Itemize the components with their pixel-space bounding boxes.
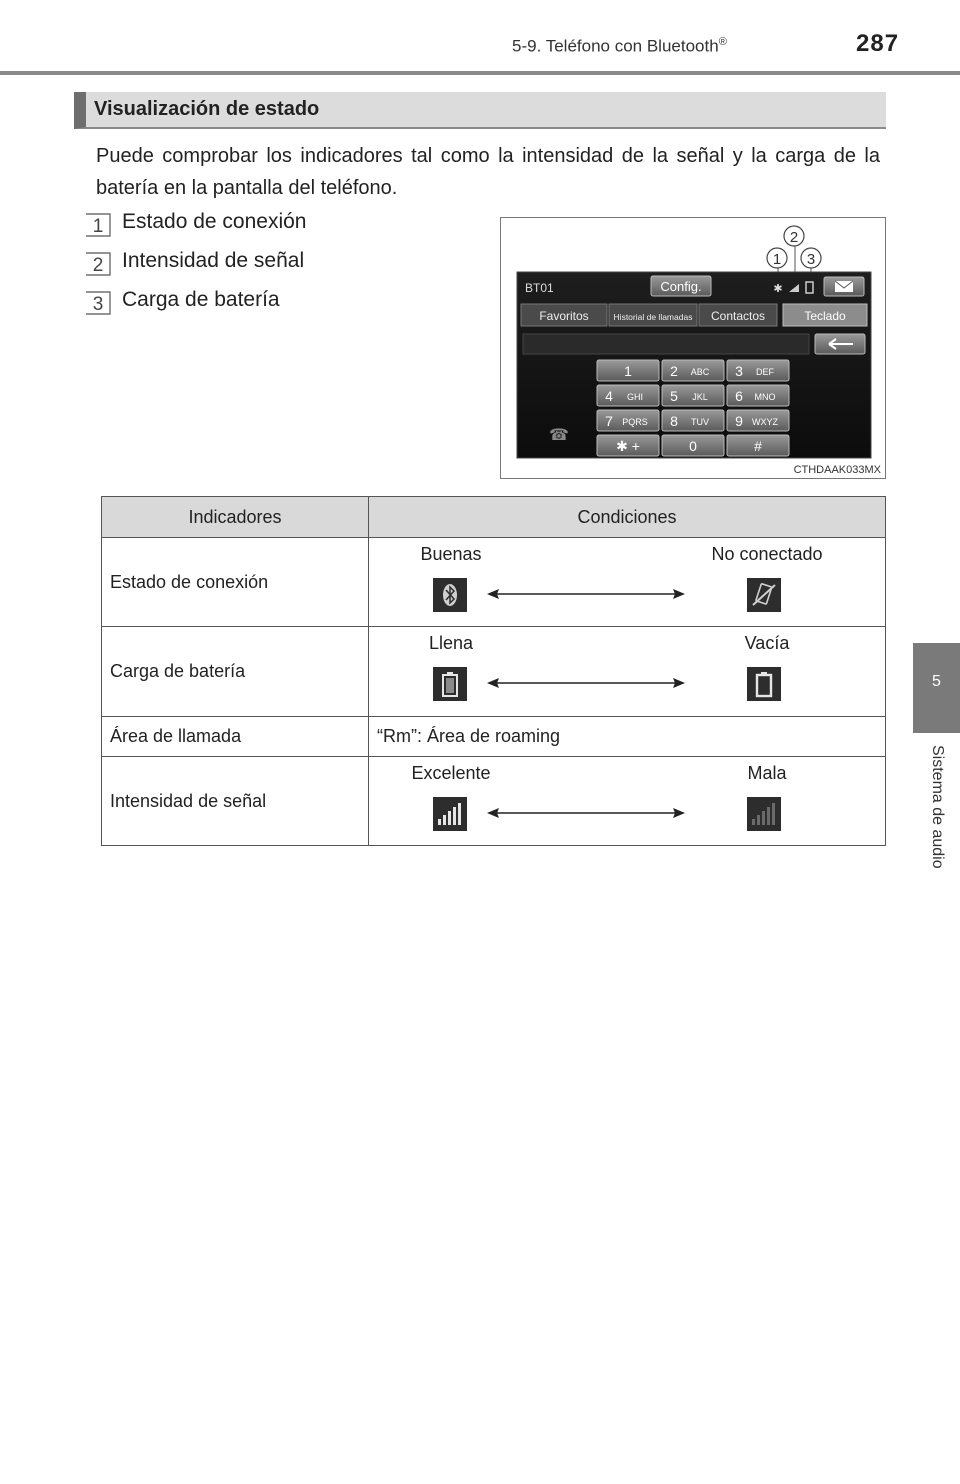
callout-3: 3: [806, 251, 816, 268]
legend-item: [84, 210, 307, 240]
battery-full-icon: [433, 667, 467, 701]
keypad-letters: TUV: [691, 417, 709, 427]
keypad-letters: ABC: [690, 367, 710, 377]
keypad-digit: 0: [689, 438, 697, 454]
figure-caption: CTHDAAK033MX: [793, 464, 881, 476]
column-header: Condiciones: [369, 497, 886, 538]
number-badge-icon: [84, 290, 112, 316]
keypad-digit: 1: [624, 363, 632, 379]
number-badge-icon: [84, 212, 112, 238]
bluetooth-icon: ✱: [773, 283, 783, 295]
bluetooth-icon: [433, 578, 467, 612]
keypad-digit: 6: [735, 388, 743, 404]
signal-weak-icon: [747, 797, 781, 831]
callout-1: 1: [772, 251, 782, 268]
keypad-digit: 7: [605, 413, 613, 429]
callout-2: 2: [789, 229, 799, 246]
keypad-letters: WXYZ: [752, 417, 778, 427]
transition-arrow-icon: [487, 677, 685, 689]
condition-right-label: Vacía: [744, 633, 790, 653]
indicator-cell: Intensidad de señal: [102, 757, 369, 846]
chapter-tab: [913, 643, 960, 733]
svg-text:Contactos: Contactos: [710, 309, 766, 323]
table-row: [102, 538, 886, 627]
keypad-digit: 8: [670, 413, 678, 429]
config-button-label: Config.: [660, 279, 702, 294]
keypad-digit: 2: [670, 363, 678, 379]
legend-text: Estado de conexión: [122, 210, 307, 233]
table-row: [102, 627, 886, 717]
condition-right-label: No conectado: [711, 544, 823, 564]
condition-cell: [369, 627, 886, 717]
section-title: Visualización de estado: [74, 92, 886, 129]
keypad-digit: ✱ +: [616, 438, 640, 454]
keypad-digit: 4: [605, 388, 613, 404]
keypad-letters: PQRS: [622, 417, 648, 427]
condition-left-label: Llena: [428, 633, 474, 653]
keypad-digit: 5: [670, 388, 678, 404]
keypad-letters: MNO: [754, 392, 776, 402]
chapter-label: Sistema de audio: [929, 745, 946, 869]
table-row: [102, 757, 886, 846]
indicator-cell: Carga de batería: [102, 627, 369, 717]
phone-screen-illustration: [501, 218, 887, 480]
legend-text: Intensidad de señal: [122, 249, 305, 272]
svg-text:Teclado: Teclado: [804, 309, 846, 323]
signal-strong-icon: [433, 797, 467, 831]
handset-icon: ☎: [549, 427, 569, 444]
transition-arrow-icon: [487, 807, 685, 819]
svg-text:Favoritos: Favoritos: [539, 309, 589, 323]
phone-disconnected-icon: [747, 578, 781, 612]
legend-item: [84, 288, 280, 318]
phone-screen-figure: [500, 217, 886, 479]
page-number: 287: [856, 30, 900, 57]
header-rule: [0, 71, 960, 75]
registered-mark: ®: [718, 36, 727, 48]
indicators-table: [101, 496, 886, 846]
indicator-cell: Estado de conexión: [102, 538, 369, 627]
legend-item: [84, 249, 305, 279]
keypad-digit: 3: [735, 363, 743, 379]
svg-text:Historial de llamadas: Historial de llamadas: [613, 312, 693, 322]
keypad-digit: #: [754, 438, 762, 454]
intro-paragraph: Puede comprobar los indicadores tal como la intensidad de la señal y la carga de la batería en la pantalla del teléfono.: [96, 145, 880, 199]
number-badge-icon: [84, 251, 112, 277]
condition-cell: “Rm”: Área de roaming: [369, 717, 886, 757]
keypad-digit: 9: [735, 413, 743, 429]
column-header: Indicadores: [102, 497, 369, 538]
condition-right-label: Mala: [747, 763, 787, 783]
tab-bar: [521, 304, 867, 326]
device-name: BT01: [525, 281, 554, 295]
legend-text: Carga de batería: [122, 288, 280, 311]
chapter-number: 5: [932, 673, 941, 690]
keypad-letters: JKL: [692, 392, 708, 402]
condition-cell: [369, 757, 886, 846]
legend-number: 2: [92, 255, 104, 276]
transition-arrow-icon: [487, 588, 685, 600]
running-header-section: 5-9. Teléfono con Bluetooth®: [512, 36, 727, 56]
legend-number: 3: [92, 294, 104, 315]
number-field[interactable]: [523, 334, 809, 354]
table-header-row: [102, 497, 886, 538]
battery-empty-icon: [747, 667, 781, 701]
condition-left-label: Buenas: [420, 544, 482, 564]
indicator-cell: Área de llamada: [102, 717, 369, 757]
keypad-letters: DEF: [756, 367, 774, 377]
condition-cell: [369, 538, 886, 627]
table-row: [102, 717, 886, 757]
condition-left-label: Excelente: [411, 763, 491, 783]
legend-number: 1: [92, 216, 104, 237]
keypad-letters: GHI: [626, 392, 644, 402]
